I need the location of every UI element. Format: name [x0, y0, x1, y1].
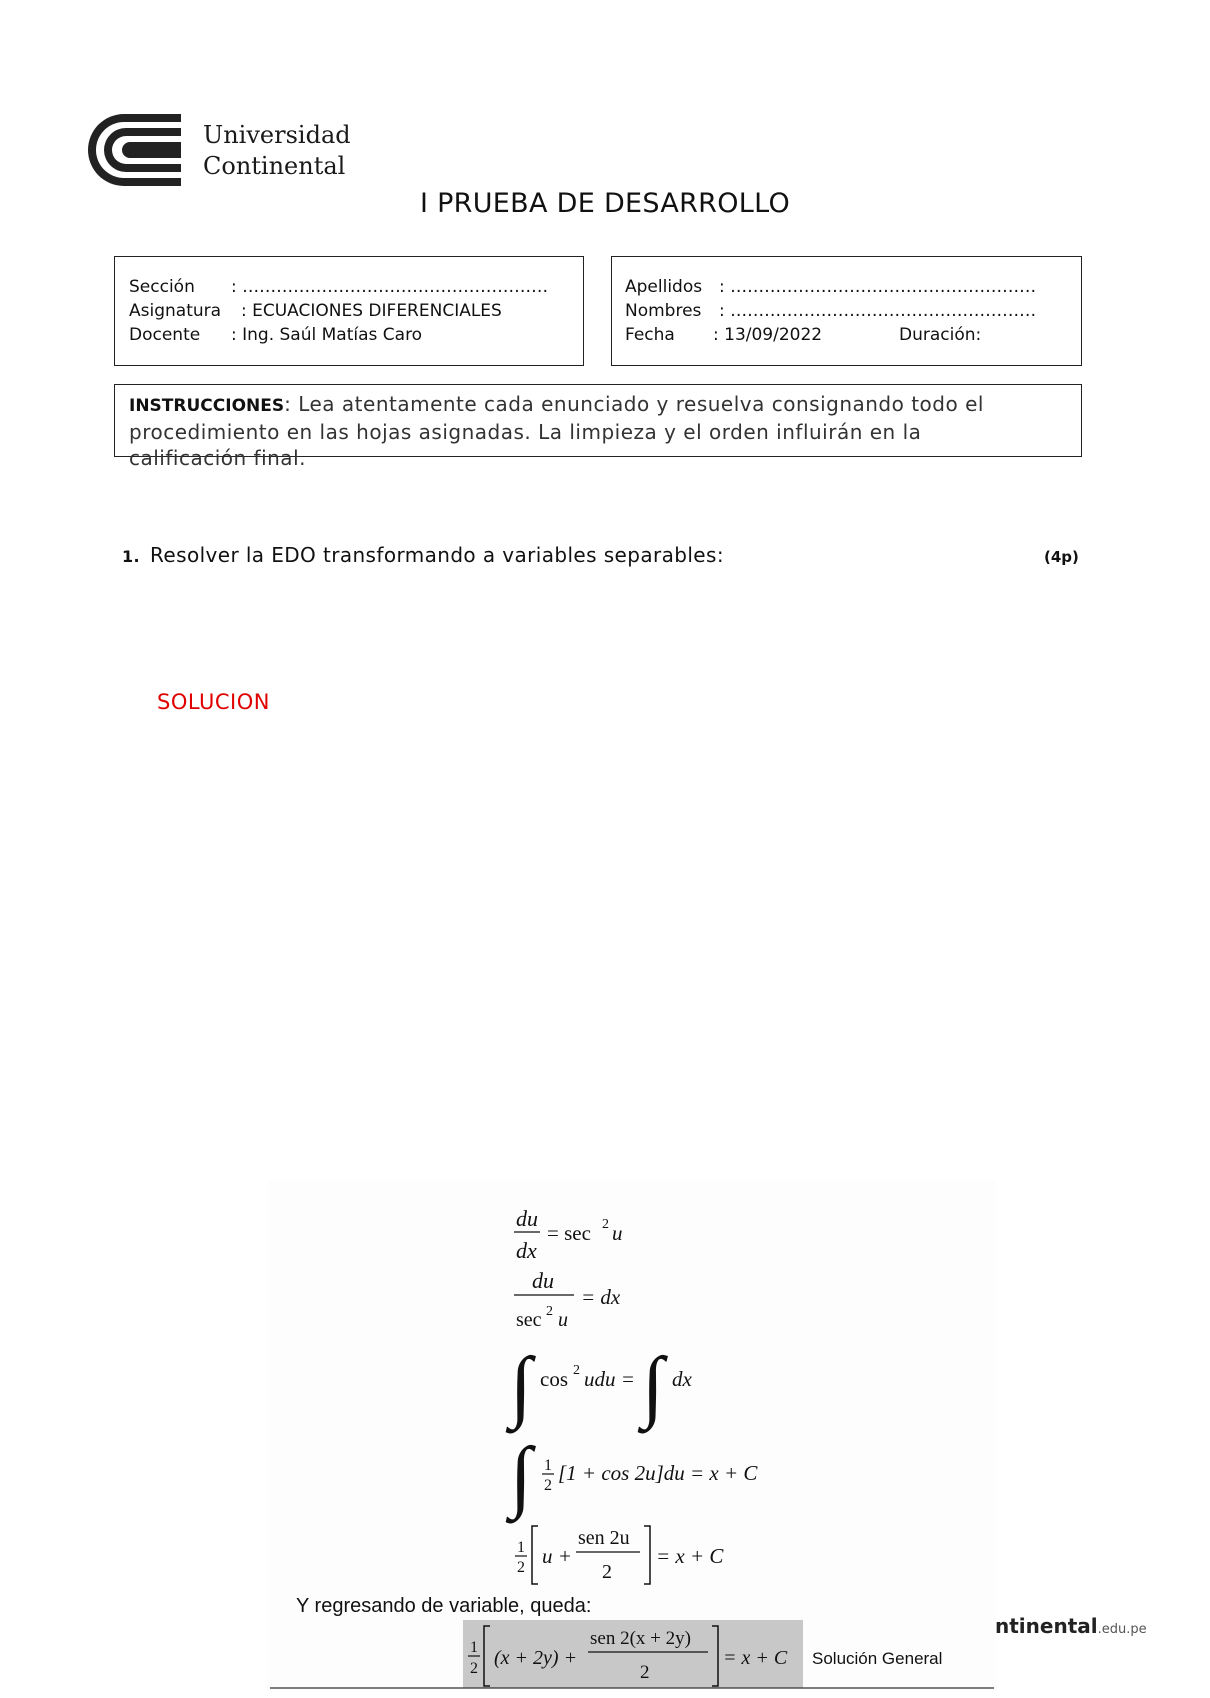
apellidos-label: Apellidos [625, 277, 703, 297]
seccion-row [129, 275, 548, 299]
solucion-general-label: Solución General [812, 1649, 943, 1668]
fecha-label: Fecha [625, 325, 675, 345]
question-text: Resolver la EDO transformando a variables separables: [150, 543, 724, 567]
eq2-exp: 2 [546, 1304, 553, 1319]
eq5-rhs: = x + C [656, 1544, 724, 1568]
eq4-body: [1 + cos 2u]du = x + C [558, 1461, 758, 1485]
eq3-dx: dx [672, 1367, 692, 1391]
solution-label: SOLUCION [157, 690, 270, 714]
nombres-value[interactable]: : ……………………………………………… [719, 301, 1037, 321]
eq2-u: u [558, 1309, 568, 1331]
eq1-exp: 2 [602, 1217, 609, 1232]
final-half-den: 2 [470, 1660, 478, 1677]
eq1-rhs: = sec [547, 1221, 591, 1245]
footer-watermark [995, 1614, 1147, 1638]
apellidos-value[interactable]: : ……………………………………………… [719, 277, 1037, 297]
final-x2y: (x + 2y) + [494, 1647, 578, 1669]
eq5-u-plus: u + [542, 1544, 572, 1568]
exam-title: I PRUEBA DE DESARROLLO [419, 188, 791, 219]
final-half-num: 1 [470, 1639, 478, 1656]
watermark-suffix: .edu.pe [1097, 1622, 1147, 1637]
eq5-sen: sen 2u [578, 1527, 630, 1549]
student-info-box [611, 256, 1082, 366]
docente-value: : Ing. Saúl Matías Caro [231, 325, 423, 345]
regresando-text: Y regresando de variable, queda: [296, 1595, 592, 1617]
docente-row [129, 323, 422, 347]
eq5-den: 2 [602, 1561, 612, 1583]
asignatura-row [129, 299, 502, 323]
asignatura-value: : ECUACIONES DIFERENCIALES [241, 301, 502, 321]
docente-label: Docente [129, 325, 201, 345]
question-1 [122, 543, 724, 567]
question-number: 1. [122, 547, 141, 566]
integral-sign-icon-2: ∫ [642, 1342, 664, 1430]
final-rhs: = x + C [723, 1647, 788, 1669]
eq4-half-num: 1 [544, 1457, 552, 1474]
instructions-body: : Lea atentamente cada enunciado y resuelva consignando todo el procedimiento en las hojas asignadas. La limpieza y el orden influirán en la calificación final. [129, 392, 984, 470]
eq5-half-num: 1 [517, 1539, 525, 1556]
final-den: 2 [640, 1662, 650, 1683]
final-sen: sen 2(x + 2y) [590, 1628, 691, 1649]
duracion-label: Duración: [899, 325, 982, 345]
eq3-cos: cos [540, 1367, 568, 1391]
eq1-den: dx [516, 1238, 537, 1263]
solution-image [268, 1180, 996, 1690]
eq5-half-den: 2 [517, 1559, 525, 1576]
integral-sign-icon: ∫ [510, 1342, 532, 1430]
seccion-label: Sección [129, 277, 195, 297]
eq1-u: u [612, 1221, 623, 1245]
fecha-row [625, 323, 981, 347]
course-info-box [114, 256, 584, 366]
eq3-udu: udu = [584, 1367, 635, 1391]
eq2-num: du [532, 1268, 554, 1293]
apellidos-row [625, 275, 1036, 299]
logo-line2: Continental [203, 152, 346, 180]
question-points: (4p) [1044, 548, 1079, 566]
eq2-sec: sec [516, 1309, 542, 1331]
nombres-label: Nombres [625, 301, 702, 321]
instructions-text [129, 391, 1021, 471]
fecha-value: : 13/09/2022 [713, 325, 823, 345]
asignatura-label: Asignatura [129, 301, 222, 321]
integral-sign-icon-3: ∫ [510, 1432, 532, 1520]
logo-line1: Universidad [203, 121, 351, 149]
watermark-main: ntinental [995, 1614, 1098, 1638]
university-name [203, 120, 351, 182]
eq4-half-den: 2 [544, 1477, 552, 1494]
instructions-label: INSTRUCCIONES [129, 396, 285, 416]
instructions-box [114, 384, 1082, 470]
nombres-row [625, 299, 1036, 323]
eq1-num: du [516, 1206, 538, 1231]
eq3-exp: 2 [573, 1363, 580, 1378]
eq2-rhs: = dx [581, 1285, 621, 1309]
seccion-value: : ……………………………………………… [231, 277, 549, 297]
